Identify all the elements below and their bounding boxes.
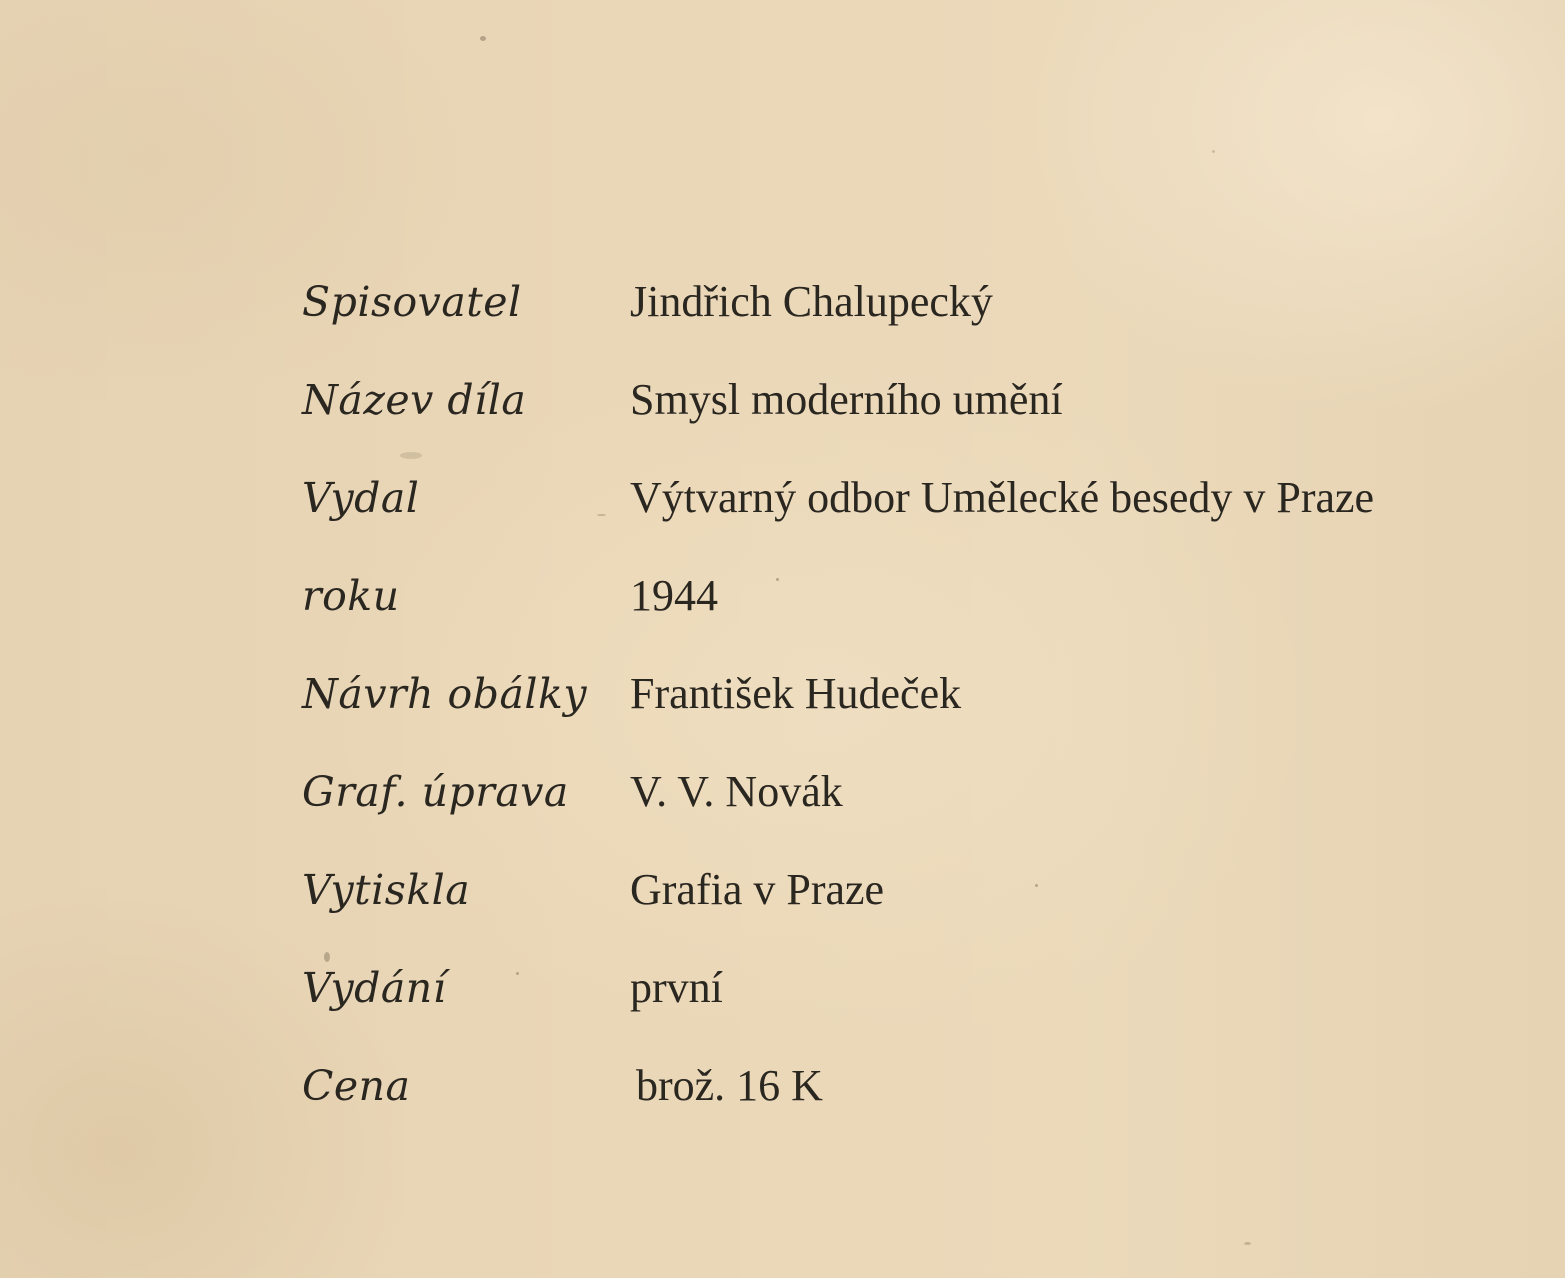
printer-label: Vytiskla (302, 866, 471, 914)
colophon-row-author (302, 272, 1502, 370)
paper-speck (324, 952, 330, 962)
colophon-row-cover-design (302, 664, 1502, 762)
year-value: 1944 (630, 571, 718, 620)
graphic-design-label: Graf. úprava (302, 768, 569, 816)
paper-speck (776, 578, 779, 581)
cover-design-value: František Hudeček (630, 669, 962, 718)
colophon-row-year (302, 566, 1502, 664)
paper-speck (1244, 1242, 1251, 1245)
edition-label: Vydání (302, 964, 447, 1012)
paper-speck (400, 452, 422, 459)
cover-design-label: Návrh obálky (302, 670, 588, 718)
price-label: Cena (302, 1062, 411, 1110)
colophon-row-title (302, 370, 1502, 468)
colophon-row-price (302, 1056, 1502, 1154)
year-label: roku (302, 572, 400, 620)
title-value: Smysl moderního umění (630, 375, 1063, 424)
author-label: Spisovatel (302, 278, 522, 326)
colophon-row-publisher (302, 468, 1502, 566)
colophon-row-edition (302, 958, 1502, 1056)
price-value: brož. 16 K (636, 1061, 823, 1110)
title-label: Název díla (302, 376, 527, 424)
colophon-table (302, 272, 1502, 1154)
printer-value: Grafia v Praze (630, 865, 885, 914)
paper-speck (597, 514, 606, 516)
publisher-label: Vydal (302, 474, 420, 522)
author-value: Jindřich Chalupecký (630, 277, 993, 326)
colophon-row-graphic-design (302, 762, 1502, 860)
edition-value: první (630, 963, 723, 1012)
publisher-value: Výtvarný odbor Umělecké besedy v Praze (630, 473, 1375, 522)
paper-speck (516, 972, 519, 975)
graphic-design-value: V. V. Novák (630, 767, 843, 816)
paper-speck (1035, 884, 1038, 887)
paper-speck (1212, 150, 1215, 153)
colophon-row-printer (302, 860, 1502, 958)
paper-speck (480, 36, 486, 41)
